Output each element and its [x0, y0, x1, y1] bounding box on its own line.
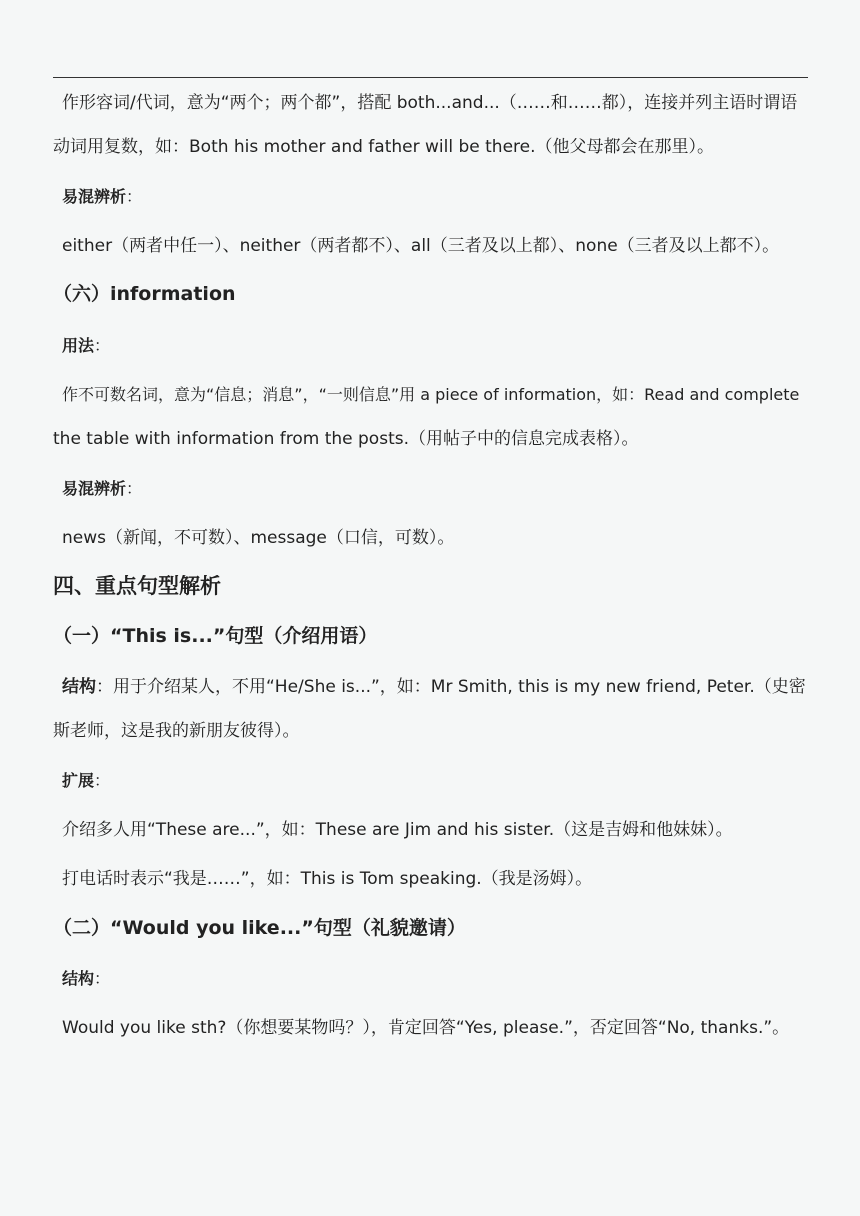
would-you-like-heading: （二）“Would you like...”句型（礼貌邀请） — [53, 917, 466, 939]
colon: ： — [94, 336, 111, 355]
information-usage-line-2: the table with information from the posts.（用帖子中的信息完成表格）。 — [53, 429, 639, 449]
structure-text: ：用于介绍某人，不用“He/She is...”，如：Mr Smith, this is my new friend, Peter.（史密 — [96, 677, 806, 697]
this-is-structure-line-2: 斯老师，这是我的新朋友彼得）。 — [53, 721, 300, 741]
key-sentences-heading: 四、重点句型解析 — [53, 575, 221, 597]
information-confusion-text: news（新闻，不可数）、message（口信，可数）。 — [62, 528, 455, 548]
structure-label: 结构 — [62, 677, 96, 697]
information-confusion-label-line — [62, 478, 808, 500]
both-confusion-text: either（两者中任一）、neither（两者都不）、all（三者及以上都）、none（三者及以上都不）。 — [62, 236, 780, 256]
usage-label: 用法 — [62, 336, 95, 355]
this-is-extension-1: 介绍多人用“These are...”，如：These are Jim and his sister.（这是吉姆和他妹妹）。 — [62, 820, 733, 840]
would-you-like-structure-text: Would you like sth?（你想要某物吗？），肯定回答“Yes, please.”，否定回答“No, thanks.”。 — [62, 1018, 790, 1038]
would-you-like-structure-label-line — [62, 968, 808, 990]
both-usage-line-2: 动词用复数，如：Both his mother and father will be there.（他父母都会在那里）。 — [53, 137, 715, 157]
this-is-heading: （一）“This is...”句型（介绍用语） — [53, 625, 378, 647]
colon: ： — [94, 771, 111, 790]
both-usage-line-1: 作形容词/代词，意为“两个；两个都”，搭配 both...and...（……和……都），连接并列主语时谓语 — [62, 93, 798, 113]
extension-label: 扩展 — [62, 771, 95, 790]
information-usage-label-line — [62, 335, 808, 357]
structure-label: 结构 — [62, 969, 95, 988]
information-usage-line-1: 作不可数名词，意为“信息；消息”，“一则信息”用 a piece of information，如：Read and complete — [62, 385, 800, 404]
this-is-extension-2: 打电话时表示“我是……”，如：This is Tom speaking.（我是汤姆）。 — [62, 869, 593, 889]
header-rule — [53, 77, 808, 78]
this-is-extension-label-line — [62, 770, 808, 792]
colon: ： — [94, 969, 111, 988]
colon: ： — [126, 479, 143, 498]
confusion-label: 易混辨析 — [62, 187, 127, 206]
information-heading: （六）information — [53, 283, 236, 305]
this-is-structure-line-1 — [62, 676, 808, 698]
confusion-label: 易混辨析 — [62, 479, 127, 498]
colon: ： — [126, 187, 143, 206]
both-confusion-label-line — [62, 186, 808, 208]
